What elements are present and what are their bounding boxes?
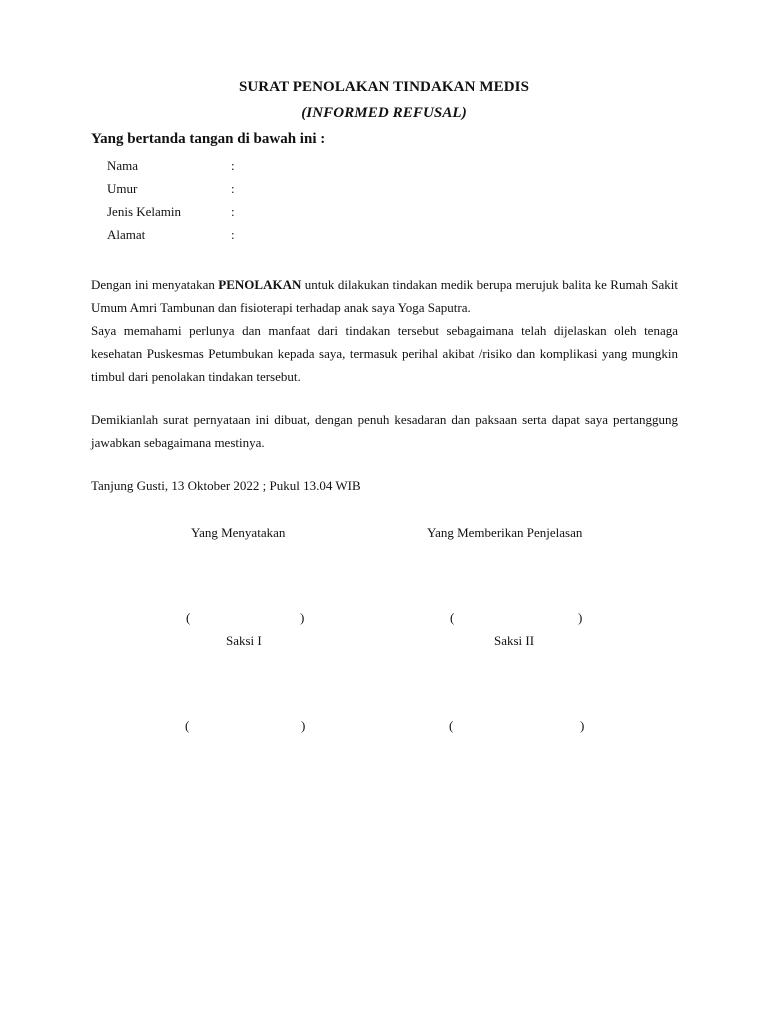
signature-open-paren: ( [450,610,455,625]
paragraph1-after: untuk dilakukan tindakan medik berupa merujuk balita ke Rumah Sakit Umum Amri Tambunan dan fisioterapi terhadap anak saya Yoga Saputra. [91,277,678,315]
field-colon: : [231,204,235,219]
signature-open-paren: ( [185,718,190,733]
closing-paragraph: Demikianlah surat pernyataan ini dibuat, dengan penuh kesadaran dan paksaan serta dapat saya pertanggung jawabkan sebagaimana mestinya. [91,412,678,450]
understanding-paragraph: Saya memahami perlunya dan manfaat dari tindakan tersebut sebagaimana telah dijelaskan oleh tenaga kesehatan Puskesmas Petumbukan kepada saya, termasuk perihal akibat /risiko dan komplikasi yang mungkin timbul dari penolakan tindakan tersebut. [91,323,678,384]
document-title: SURAT PENOLAKAN TINDAKAN MEDIS [238,79,530,95]
field-label: Nama [107,158,139,173]
field-umur [107,180,307,203]
field-label: Jenis Kelamin [107,204,182,219]
field-alamat [107,226,307,249]
field-label: Alamat [107,227,146,242]
place-date-line: Tanjung Gusti, 13 Oktober 2022 ; Pukul 13.04 WIB [91,478,361,493]
document-subtitle: (INFORMED REFUSAL) [301,105,467,121]
signature-close-paren: ) [580,718,585,733]
field-jenis-kelamin [107,203,307,226]
signatory-title-left: Yang Menyatakan [191,525,286,540]
witness-1-label: Saksi I [226,633,262,648]
signature-open-paren: ( [186,610,191,625]
signatory-title-right: Yang Memberikan Penjelasan [427,525,583,540]
refusal-statement-paragraph [91,273,678,319]
field-label: Umur [107,181,138,196]
refusal-emphasis: PENOLAKAN [218,277,302,292]
signature-close-paren: ) [578,610,583,625]
signature-open-paren: ( [449,718,454,733]
paragraph1-before: Dengan ini menyatakan [91,277,219,292]
intro-line: Yang bertanda tangan di bawah ini : [91,131,326,147]
field-colon: : [231,158,235,173]
signature-close-paren: ) [301,718,306,733]
signature-close-paren: ) [300,610,305,625]
field-colon: : [231,181,235,196]
field-colon: : [231,227,235,242]
witness-2-label: Saksi II [494,633,535,648]
field-nama [107,157,307,180]
identity-fields [107,157,307,249]
